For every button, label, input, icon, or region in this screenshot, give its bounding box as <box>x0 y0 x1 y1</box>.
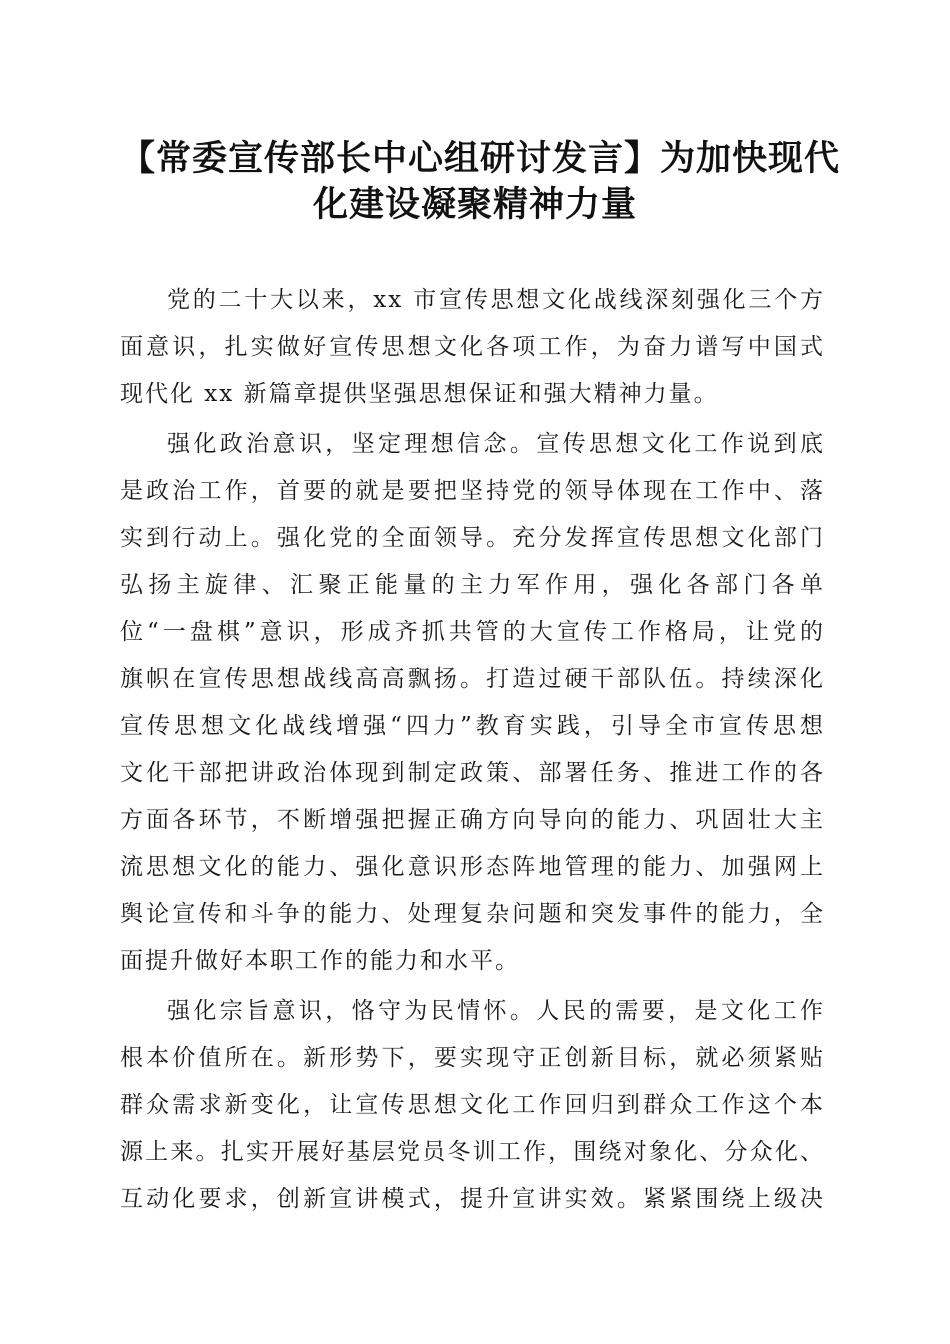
text-line: 群众需求新变化，让宣传思想文化工作回归到群众工作这个本 <box>120 1092 825 1118</box>
text-line: 舆论宣传和斗争的能力、处理复杂问题和突发事件的能力，全 <box>120 901 825 927</box>
text-line: 位“一盘棋”意识，形成齐抓共管的大宣传工作格局，让党的 <box>120 619 825 645</box>
text-line: 源上来。扎实开展好基层党员冬训工作，围绕对象化、分众化、 <box>120 1139 825 1165</box>
text-line: 旗帜在宣传思想战线高高飘扬。打造过硬干部队伍。持续深化 <box>120 666 825 692</box>
text-line: 强化政治意识，坚定理想信念。宣传思想文化工作说到底 <box>167 431 825 457</box>
text-line: 互动化要求，创新宣讲模式，提升宣讲实效。紧紧围绕上级决 <box>120 1186 825 1212</box>
title-line: 【常委宣传部长中心组研讨发言】为加快现代 <box>120 138 841 179</box>
text-line: 现代化 xx 新篇章提供坚强思想保证和强大精神力量。 <box>120 381 719 407</box>
text-line: 是政治工作，首要的就是要把坚持党的领导体现在工作中、落 <box>120 478 825 504</box>
text-line: 面意识，扎实做好宣传思想文化各项工作，为奋力谱写中国式 <box>120 334 825 360</box>
text-line: 实到行动上。强化党的全面领导。充分发挥宣传思想文化部门 <box>120 525 825 551</box>
text-line: 方面各环节，不断增强把握正确方向导向的能力、巩固壮大主 <box>120 807 825 833</box>
paragraph-political-awareness <box>120 421 825 985</box>
paragraph-purpose-awareness <box>120 988 825 1223</box>
title-line: 化建设凝聚精神力量 <box>312 184 637 225</box>
text-line: 党的二十大以来，xx 市宣传思想文化战线深刻强化三个方 <box>167 287 825 313</box>
text-line: 弘扬主旋律、汇聚正能量的主力军作用，强化各部门各单 <box>120 572 825 598</box>
text-line: 宣传思想文化战线增强“四力”教育实践，引导全市宣传思想 <box>120 713 825 739</box>
paragraph-intro <box>120 277 825 418</box>
document-body <box>120 277 825 1226</box>
document-title <box>120 136 841 228</box>
text-line: 流思想文化的能力、强化意识形态阵地管理的能力、加强网上 <box>120 854 825 880</box>
text-line: 强化宗旨意识，恪守为民情怀。人民的需要，是文化工作 <box>167 998 825 1024</box>
text-line: 面提升做好本职工作的能力和水平。 <box>120 948 520 974</box>
text-line: 根本价值所在。新形势下，要实现守正创新目标，就必须紧贴 <box>120 1045 825 1071</box>
text-line: 文化干部把讲政治体现到制定政策、部署任务、推进工作的各 <box>120 760 825 786</box>
